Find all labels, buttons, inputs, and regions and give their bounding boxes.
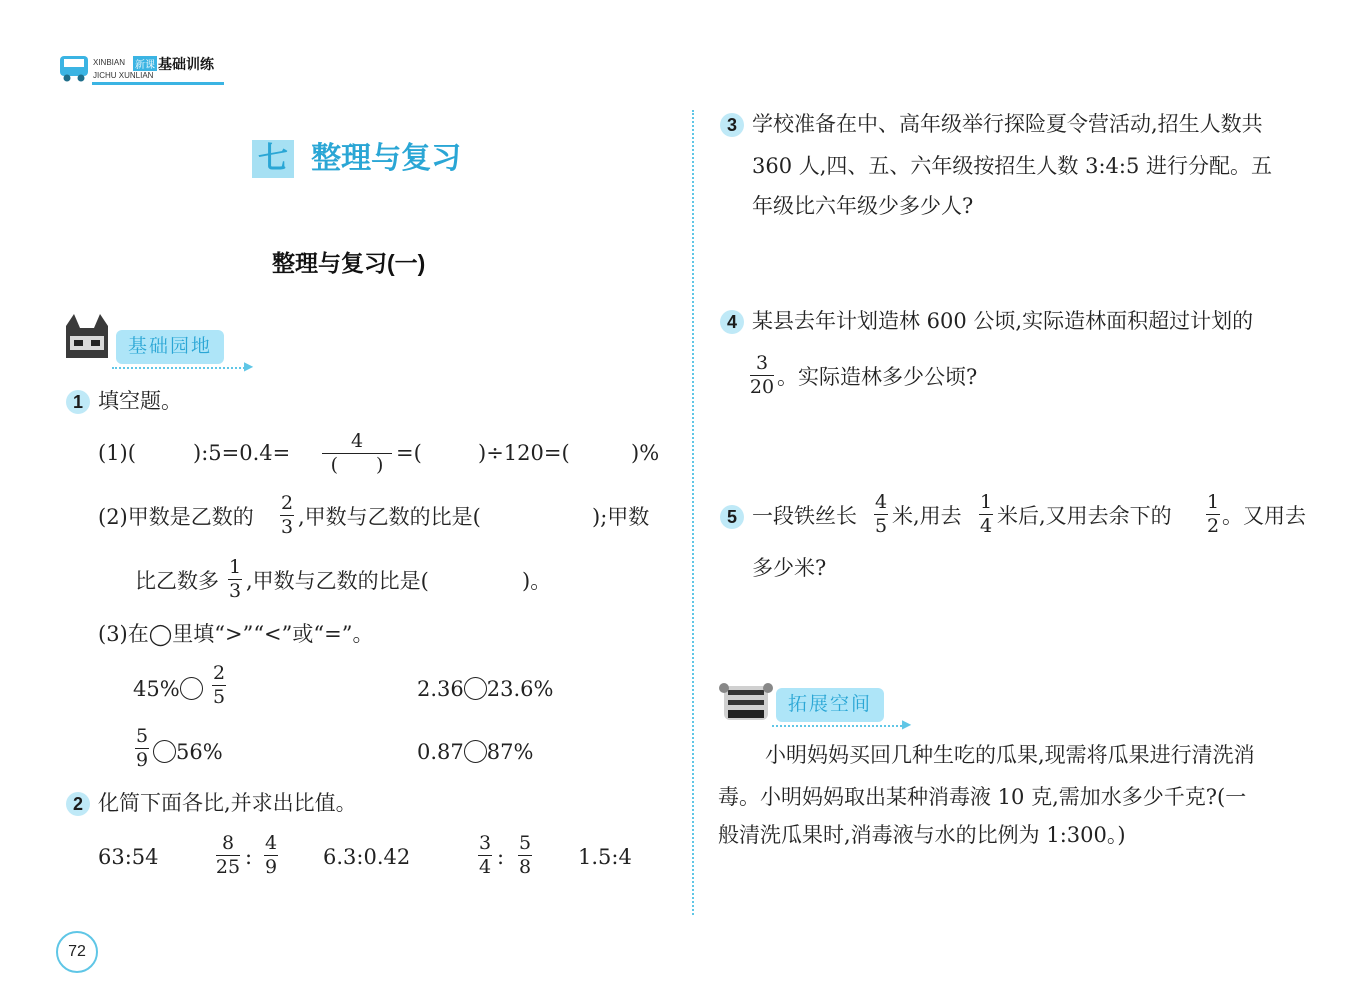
bus-icon [58, 54, 90, 84]
extend-line3: 般清洗瓜果时,消毒液与水的比例为 1:300。) [718, 823, 1126, 847]
q1-p2-d: 比乙数多 [135, 569, 219, 593]
extend-line1: 小明妈妈买回几种生吃的瓜果,现需将瓜果进行清洗消 [765, 743, 1255, 767]
q5-fraction-1: 4 5 [874, 491, 888, 537]
compare-3: 56% [153, 740, 223, 763]
chapter-title [252, 140, 461, 180]
q2-ratio-4-colon: : [497, 845, 505, 869]
q4-number: 4 [720, 310, 744, 334]
q1-p2-fraction-2: 1 3 [228, 556, 242, 602]
q1-p2-e: ,甲数与乙数的比是( [246, 569, 429, 593]
q3-line2: 360 人,四、五、六年级按招生人数 3:4:5 进行分配。五 [752, 154, 1273, 178]
mascot-icon [60, 312, 114, 366]
page-divider [692, 110, 694, 915]
section-extend-label: 拓展空间 [776, 688, 884, 722]
compare-circle[interactable] [464, 740, 487, 763]
section-basic-divider [112, 367, 248, 369]
logo-pinyin-2: JICHU XUNLIAN [93, 71, 154, 80]
q1-p1-b: ):5=0.4= [193, 441, 291, 465]
q1-p2-f: )。 [522, 569, 552, 593]
q3-line1: 学校准备在中、高年级举行探险夏令营活动,招生人数共 [752, 112, 1263, 136]
q4-line1: 某县去年计划造林 600 公顷,实际造林面积超过计划的 [752, 309, 1254, 333]
compare-2: 2.36 23.6% [417, 677, 554, 701]
q3-line3: 年级比六年级少多少人? [752, 194, 974, 218]
q1-title: 填空题。 [98, 389, 182, 413]
logo-badge: 新课 [133, 56, 157, 71]
q1-number: 1 [66, 390, 90, 414]
lesson-title: 整理与复习(一) [272, 250, 426, 276]
compare-circle[interactable] [464, 677, 487, 700]
extend-line2: 毒。小明妈妈取出某种消毒液 10 克,需加水多少千克?(一 [718, 785, 1247, 809]
arrow-right-icon: ▶ [902, 717, 912, 731]
q4-line2: 。实际造林多少公顷? [777, 365, 978, 389]
q1-p1-a: (1)( [98, 441, 136, 465]
q2-ratio-3: 6.3:0.42 [323, 845, 411, 869]
page-number: 72 [56, 931, 98, 973]
q1-p2-b: ,甲数与乙数的比是( [298, 505, 481, 529]
logo-pinyin-1: XINBIAN [93, 58, 126, 67]
q5-number: 5 [720, 505, 744, 529]
logo-title: 基础训练 [158, 56, 214, 72]
q5-c: 米后,又用去余下的 [997, 504, 1172, 528]
compare-1-fraction: 2 5 [212, 662, 226, 708]
q2-ratio-4-b: 5 8 [518, 832, 532, 878]
mascot-zebra-icon [718, 680, 774, 724]
q1-p2-c: );甲数 [592, 505, 650, 529]
q5-d: 。又用去 [1222, 504, 1306, 528]
q2-ratio-2-colon: : [245, 845, 253, 869]
q2-ratio-2-b: 4 9 [264, 832, 278, 878]
q2-number: 2 [66, 792, 90, 816]
header-logo [58, 52, 233, 88]
q1-p2-fraction-1: 2 3 [280, 492, 294, 538]
q1-p1-fraction: 4 ( ) [322, 432, 392, 475]
compare-1: 45% [133, 677, 203, 700]
q1-p1-d: )÷120=( [478, 441, 570, 465]
logo-underline [92, 82, 224, 85]
q2-ratio-5: 1.5:4 [578, 845, 632, 869]
chapter-number: 七 [252, 140, 294, 178]
q5-fraction-3: 1 2 [1206, 491, 1220, 537]
compare-3-fraction: 5 9 [135, 725, 149, 771]
q2-ratio-1: 63:54 [98, 845, 159, 869]
q5-b: 米,用去 [892, 504, 962, 528]
q1-p1-c: =( [396, 441, 422, 465]
compare-circle[interactable] [153, 740, 176, 763]
chapter-name: 整理与复习 [311, 142, 462, 175]
q2-ratio-4-a: 3 4 [478, 832, 492, 878]
q4-fraction: 3 20 [749, 352, 775, 398]
q1-p3-text: (3)在◯里填“>”“<”或“=”。 [98, 622, 374, 646]
q1-p1-e: )% [631, 441, 660, 465]
compare-4: 0.87 87% [417, 740, 534, 764]
q2-ratio-2-a: 8 25 [215, 832, 241, 878]
arrow-right-icon: ▶ [244, 359, 254, 373]
q1-p2-a: (2)甲数是乙数的 [98, 505, 254, 529]
q3-number: 3 [720, 113, 744, 137]
section-extend-divider [772, 725, 906, 727]
q5-fraction-2: 1 4 [979, 491, 993, 537]
section-basic-label: 基础园地 [116, 330, 224, 364]
compare-circle[interactable] [180, 677, 203, 700]
q5-line2: 多少米? [752, 556, 827, 580]
q5-a: 一段铁丝长 [752, 504, 857, 528]
q2-title: 化简下面各比,并求出比值。 [98, 791, 357, 815]
